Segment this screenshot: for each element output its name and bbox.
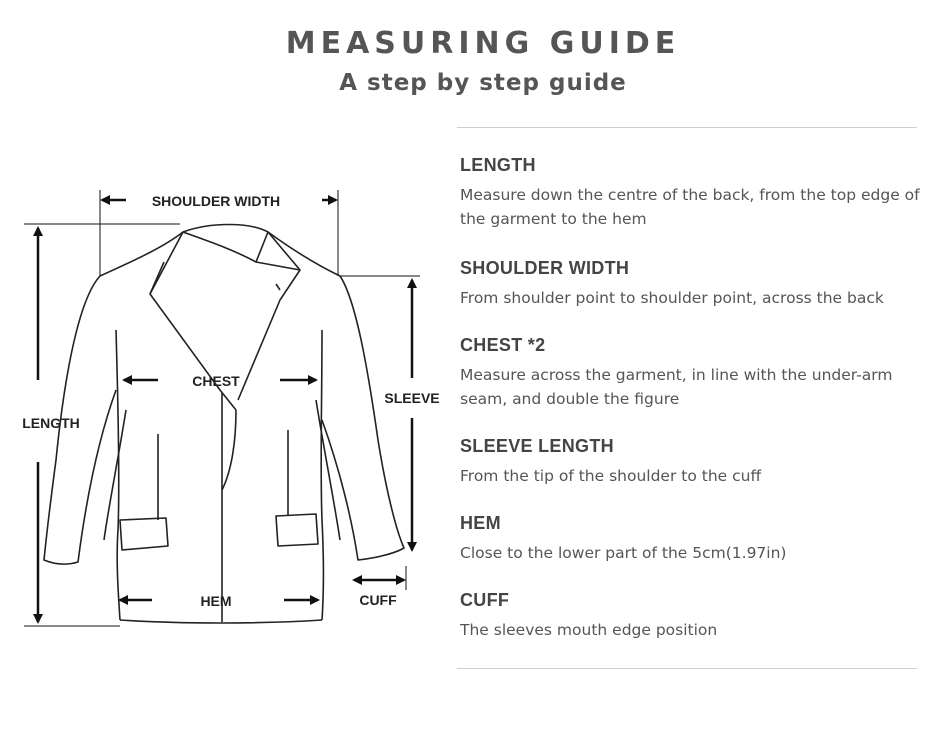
section-description: Close to the lower part of the 5cm(1.97in) — [460, 544, 787, 562]
section-shoulder-width — [460, 258, 920, 310]
section-heading: HEM — [460, 513, 501, 533]
section-heading: CHEST *2 — [460, 335, 546, 355]
jacket-illustration — [44, 225, 404, 624]
section-sleeve-length — [460, 436, 920, 488]
section-heading: SLEEVE LENGTH — [460, 436, 614, 456]
bottom-divider — [457, 668, 917, 669]
section-chest — [460, 335, 920, 411]
section-description: Measure across the garment, in line with the under-arm seam, and double the figure — [460, 366, 893, 408]
section-heading: SHOULDER WIDTH — [460, 258, 630, 278]
label-chest: CHEST — [192, 373, 240, 389]
label-hem: HEM — [200, 593, 232, 609]
jacket-diagram — [0, 0, 456, 660]
section-heading: CUFF — [460, 590, 510, 610]
label-sleeve: SLEEVE — [384, 390, 440, 406]
section-heading: LENGTH — [460, 155, 536, 175]
section-description: From shoulder point to shoulder point, across the back — [460, 289, 884, 307]
section-description: Measure down the centre of the back, from the top edge of the garment to the hem — [460, 186, 920, 228]
label-shoulder-width: SHOULDER WIDTH — [151, 193, 281, 209]
page-subtitle: A step by step guide — [339, 70, 627, 96]
section-description: From the tip of the shoulder to the cuff — [460, 467, 762, 485]
section-cuff — [460, 590, 920, 642]
label-cuff: CUFF — [359, 592, 397, 608]
page-title: MEASURING GUIDE — [285, 26, 681, 61]
top-divider — [457, 127, 917, 128]
section-description: The sleeves mouth edge position — [460, 621, 718, 639]
label-length: LENGTH — [22, 415, 80, 431]
section-length — [460, 155, 920, 231]
section-hem — [460, 513, 920, 565]
